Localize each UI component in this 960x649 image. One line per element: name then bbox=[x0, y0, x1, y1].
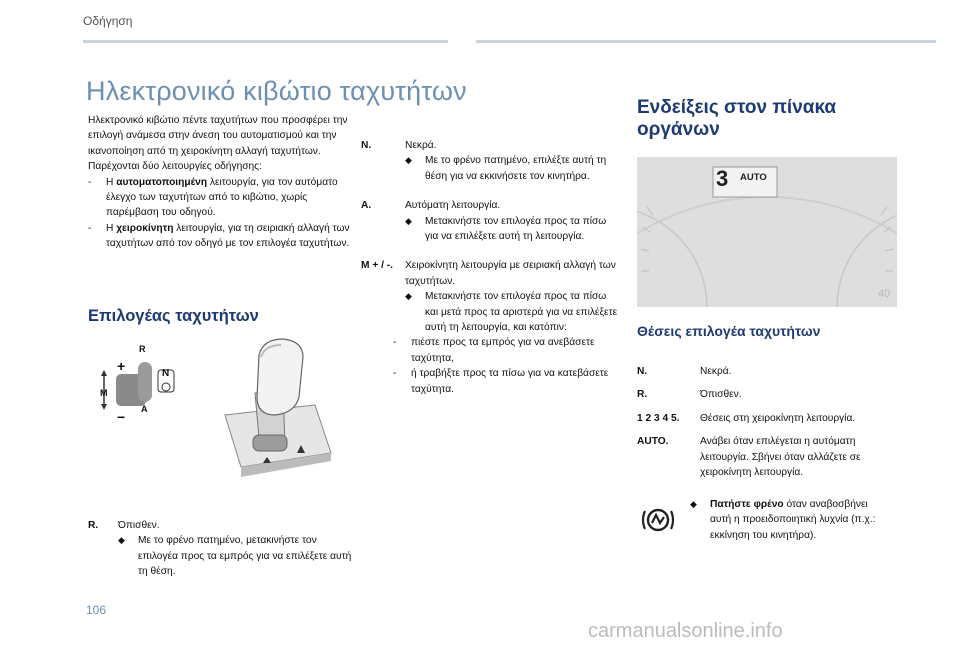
mode-a-text: Αυτόματη λειτουργία. bbox=[405, 200, 501, 212]
mode-m-downshift: ή τραβήξτε προς τα πίσω για να κατεβάσετε ταχύτητα. bbox=[411, 368, 609, 395]
brake-warning-icon bbox=[640, 505, 676, 535]
positions-list bbox=[637, 364, 907, 480]
note-bullet-icon: ◆ bbox=[690, 499, 697, 509]
indicators-heading: Ενδείξεις στον πίνακα οργάνων bbox=[637, 97, 837, 140]
instrument-panel-image bbox=[637, 157, 897, 307]
intro-bullet-manual: - Η χειροκίνητη λειτουργία, για τη σειριακή αλλαγή των ταχυτήτων από τον οδηγό με τον επιλογέα ταχυτήτων. bbox=[88, 222, 350, 250]
instrument-cluster-drawing bbox=[637, 157, 897, 307]
dial-number: 40 bbox=[878, 288, 891, 300]
selector-label-m: M bbox=[100, 388, 108, 398]
display-gear-number: 3 bbox=[716, 166, 729, 191]
intro-text bbox=[88, 113, 353, 252]
mode-m-key: M + / -. bbox=[361, 260, 393, 272]
position-row: R. Όπισθεν. bbox=[637, 389, 742, 401]
brake-note bbox=[690, 497, 890, 543]
mode-n-key: N. bbox=[361, 140, 372, 151]
watermark: carmanualsonline.info bbox=[588, 620, 783, 642]
selector-r-key: R. bbox=[88, 520, 99, 531]
note-bullet-icon: ◆ bbox=[405, 291, 412, 302]
brake-note-bold: Πατήστε φρένο bbox=[710, 499, 784, 510]
intro-bullet-auto: - Η αυτοματοποιημένη λειτουργία, για τον αυτόματο έλεγχο των ταχυτήτων από το κιβώτιο, χωρίς παρέμβαση του οδηγού. bbox=[88, 176, 338, 219]
selector-label-plus: + bbox=[117, 358, 126, 374]
modes-list: N. Νεκρά. ◆ Με το φρένο πατημένο, επιλέξτε αυτή τη θέση για να εκκινήσετε τον κινητήρα. A. Αυτόματη λειτουργία. ◆ Μετακινήστε τον επιλογέα προς τα πίσω για να επιλέξετε αυτή τη λειτουργία. M + / -. Χειροκίνητη λειτουργία με σειριακή αλλαγή των ταχυτήτων. ◆ Μετακινήστε τον επιλογέα προς τα πίσω και μετά προς τα αριστερά για να επιλέξετε αυτή τη λειτουργία, και κατόπιν: - πιέστε προς τα εμπρός για να ανεβάσετε ταχύτητα, - ή τραβήξτε προς τα πίσω για να κατεβάσετε ταχύτητα. bbox=[361, 138, 619, 397]
selector-schematic bbox=[98, 344, 178, 424]
display-mode-text: AUTO bbox=[740, 172, 767, 183]
header-rule-left bbox=[83, 40, 448, 43]
page-title: Ηλεκτρονικό κιβώτιο ταχυτήτων bbox=[86, 76, 467, 106]
intro-paragraph: Ηλεκτρονικό κιβώτιο πέντε ταχυτήτων που προσφέρει την επιλογή ανάμεσα στην άνεση του αυτοματισμού και την ικανοποίηση από τη χειροκίνητη αλλαγή ταχυτήτων. bbox=[88, 115, 348, 157]
mode-a-key: A. bbox=[361, 200, 372, 212]
selector-heading: Επιλογέας ταχυτήτων bbox=[88, 307, 259, 325]
note-bullet-icon: ◆ bbox=[118, 535, 125, 546]
selector-schematic-diagram bbox=[98, 344, 178, 424]
selector-label-a: A bbox=[141, 404, 148, 414]
gear-lever-drawing bbox=[205, 335, 335, 483]
selector-r-text: Όπισθεν. bbox=[118, 520, 160, 531]
selector-r-instruction: Με το φρένο πατημένο, μετακινήστε τον επιλογέα προς τα εμπρός για να επιλέξετε αυτή τη θέση. bbox=[138, 535, 352, 578]
mode-m-text: Χειροκίνητη λειτουργία με σειριακή αλλαγή των ταχυτήτων. bbox=[405, 260, 616, 287]
mode-m-upshift: πιέστε προς τα εμπρός για να ανεβάσετε ταχύτητα, bbox=[411, 337, 595, 364]
position-row: 1 2 3 4 5. Θέσεις στη χειροκίνητη λειτουργία. bbox=[637, 412, 856, 424]
header-rule-right bbox=[476, 40, 936, 43]
positions-heading: Θέσεις επιλογέα ταχυτήτων bbox=[637, 323, 821, 339]
position-row: N. Νεκρά. bbox=[637, 366, 732, 377]
mode-n-text: Νεκρά. bbox=[405, 140, 437, 151]
section-header: Οδήγηση bbox=[83, 14, 133, 28]
page-number: 106 bbox=[86, 603, 107, 617]
brake-note-text: όταν αναβοσβήνει αυτή η προειδοποιητική λυχνία (π.χ.: εκκίνηση του κινητήρα). bbox=[710, 499, 876, 541]
note-bullet-icon: ◆ bbox=[405, 215, 412, 226]
selector-r-entry bbox=[88, 518, 353, 580]
intro-modes-lead: Παρέχονται δύο λειτουργίες οδήγησης: bbox=[88, 161, 262, 173]
mode-m-instruction: Μετακινήστε τον επιλογέα προς τα πίσω και μετά προς τα αριστερά για να επιλέξετε αυτή τη λειτουργία, και κατόπιν: bbox=[425, 291, 618, 334]
note-bullet-icon: ◆ bbox=[405, 155, 412, 166]
position-row: AUTO. Ανάβει όταν επιλέγεται η αυτόματη λειτουργία. Σβήνει όταν αλλάζετε σε χειροκίνητη λειτουργία. bbox=[637, 436, 861, 479]
selector-label-minus: − bbox=[117, 409, 126, 425]
selector-label-n: N bbox=[162, 368, 170, 379]
mode-n-instruction: Με το φρένο πατημένο, επιλέξτε αυτή τη θέση για να εκκινήσετε τον κινητήρα. bbox=[425, 155, 607, 182]
selector-label-r: R bbox=[139, 344, 146, 354]
mode-a-instruction: Μετακινήστε τον επιλογέα προς τα πίσω για να επιλέξετε αυτή τη λειτουργία. bbox=[425, 215, 607, 243]
gear-lever-illustration bbox=[205, 335, 335, 483]
